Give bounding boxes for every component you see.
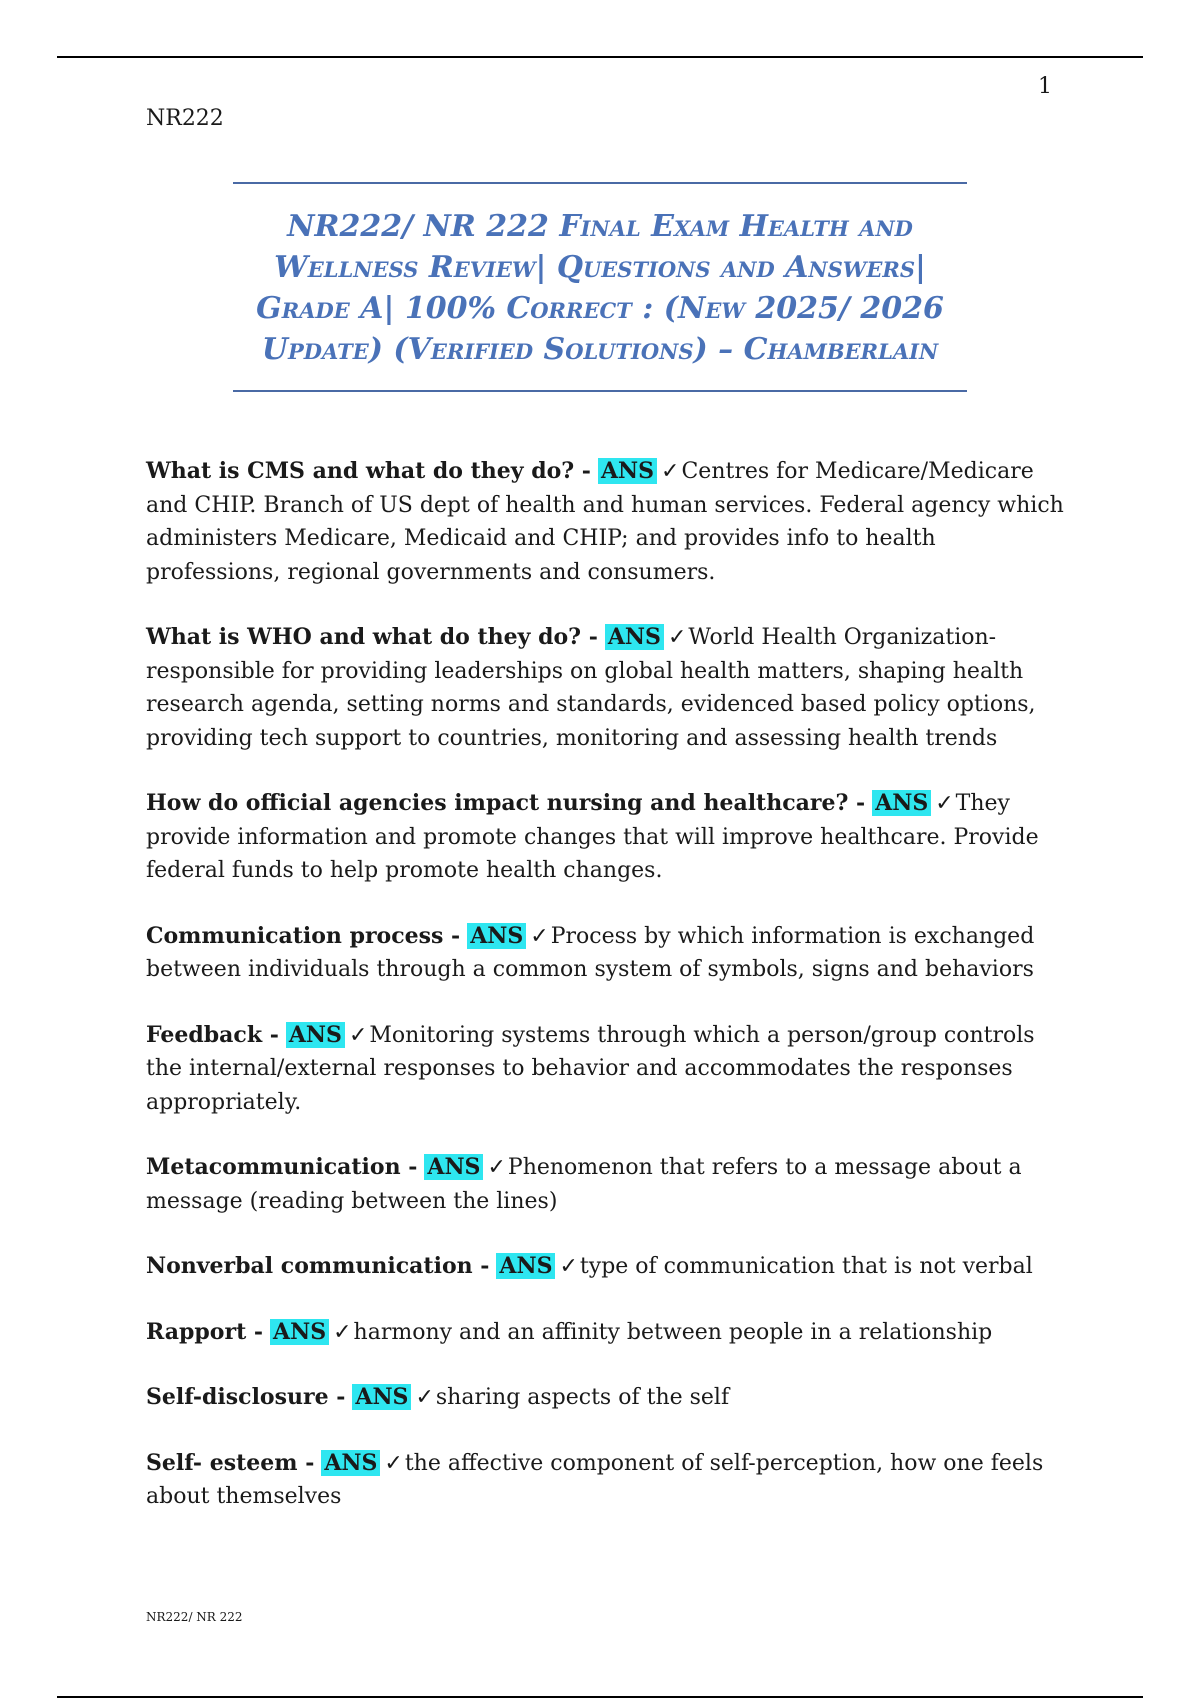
- qa-item: [146, 1250, 1076, 1284]
- checkmark-icon: ✓: [935, 791, 954, 816]
- page-number: 1: [1038, 74, 1052, 99]
- checkmark-icon: ✓: [384, 1450, 403, 1476]
- qa-answer: World Health Organization- responsible for providing leaderships on global health matters, shaping health research agenda, setting norms and standards, evidenced based policy options, providing tech support to countries, monitoring and assessing health trends: [146, 625, 1036, 751]
- document-title: NR222/ NR 222 Final Exam Health and Wellness Review| Questions and Answers| Grade A| 100% Correct : (New 2025/ 2026 Update) (Verified Solutions) – Chamberlain: [256, 209, 944, 367]
- ans-badge: ANS: [424, 1154, 483, 1180]
- qa-term: Nonverbal communication -: [146, 1253, 490, 1279]
- checkmark-icon: ✓: [415, 1385, 434, 1410]
- checkmark-icon: ✓: [559, 1254, 578, 1279]
- qa-item: [146, 455, 1076, 589]
- qa-term: Feedback -: [146, 1021, 279, 1048]
- qa-answer: harmony and an affinity between people in a relationship: [353, 1319, 993, 1345]
- ans-badge: ANS: [605, 624, 664, 650]
- qa-term: How do official agencies impact nursing and healthcare? -: [146, 790, 866, 816]
- qa-answer: Monitoring systems through which a person/group controls the internal/external responses to behavior and accommodates the responses appropriately.: [146, 1022, 1035, 1115]
- ans-badge: ANS: [598, 458, 657, 484]
- checkmark-icon: ✓: [661, 459, 680, 484]
- checkmark-icon: ✓: [333, 1319, 352, 1345]
- ans-badge: ANS: [496, 1253, 555, 1279]
- title-block: [233, 182, 967, 392]
- qa-term: What is CMS and what do they do? -: [146, 458, 591, 484]
- ans-badge: ANS: [286, 1022, 345, 1048]
- ans-badge: ANS: [467, 923, 526, 949]
- page-bottom-rule: [57, 1696, 1143, 1698]
- checkmark-icon: ✓: [348, 1022, 368, 1048]
- qa-list: [146, 455, 1076, 1546]
- checkmark-icon: ✓: [487, 1155, 506, 1180]
- qa-term: Communication process -: [146, 922, 461, 949]
- qa-answer: Process by which information is exchanged between individuals through a common system of symbols, signs and behaviors: [146, 923, 1035, 982]
- qa-term: What is WHO and what do they do? -: [146, 624, 598, 650]
- qa-item: [146, 1019, 1076, 1120]
- page-top-rule: [57, 56, 1143, 58]
- qa-term: Self-disclosure -: [146, 1384, 346, 1410]
- ans-badge: ANS: [872, 790, 931, 816]
- qa-term: Self- esteem -: [146, 1449, 315, 1476]
- qa-answer: Phenomenon that refers to a message about a message (reading between the lines): [146, 1155, 1022, 1214]
- qa-item: [146, 1151, 1076, 1218]
- qa-answer: They provide information and promote changes that will improve healthcare. Provide federal funds to help promote health changes.: [146, 791, 1039, 883]
- ans-badge: ANS: [321, 1450, 380, 1476]
- title-bottom-rule: [233, 390, 967, 392]
- qa-item: [146, 1316, 1076, 1350]
- qa-item: [146, 787, 1076, 888]
- checkmark-icon: ✓: [530, 923, 549, 949]
- ans-badge: ANS: [270, 1319, 329, 1345]
- qa-answer: type of communication that is not verbal: [579, 1254, 1033, 1279]
- qa-term: Metacommunication -: [146, 1154, 418, 1180]
- qa-answer: sharing aspects of the self: [435, 1385, 730, 1410]
- footer-course-code: NR222/ NR 222: [146, 1610, 243, 1624]
- qa-item: [146, 920, 1076, 987]
- checkmark-icon: ✓: [667, 625, 687, 650]
- qa-answer: the affective component of self-perception, how one feels about themselves: [146, 1450, 1044, 1509]
- qa-answer: Centres for Medicare/Medicare and CHIP. Branch of US dept of health and human services. Federal agency which administers Medicare, Medicaid and CHIP; and provides info to health professions, regional governments and consumers.: [146, 459, 1064, 585]
- qa-term: Rapport -: [146, 1318, 264, 1345]
- qa-item: [146, 621, 1076, 755]
- header-course-code: NR222: [146, 106, 224, 131]
- qa-item: [146, 1381, 1076, 1415]
- qa-item: [146, 1447, 1076, 1514]
- ans-badge: ANS: [352, 1384, 411, 1410]
